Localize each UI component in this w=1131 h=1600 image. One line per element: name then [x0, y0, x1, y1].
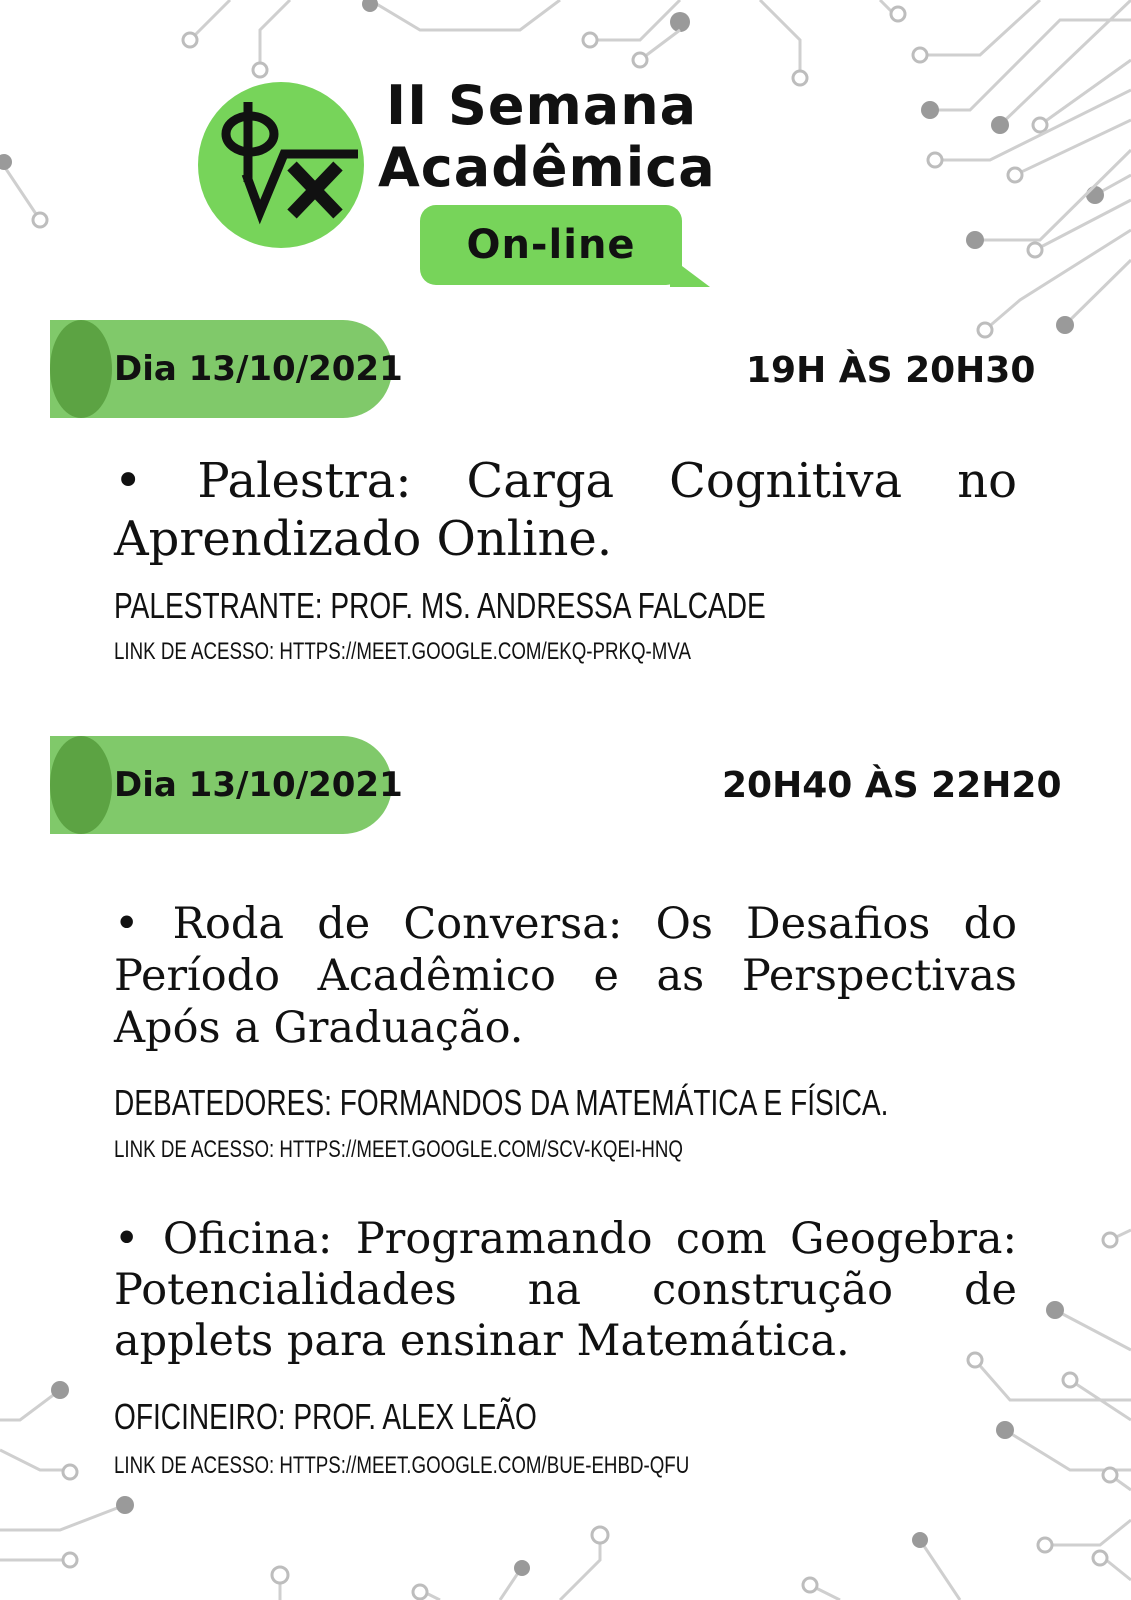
day-pill-2 — [50, 736, 403, 834]
meeting-link[interactable]: LINK DE ACESSO: HTTPS://MEET.GOOGLE.COM/BUE-EHBD-QFU — [114, 1452, 690, 1479]
event-title-line2: Acadêmica — [378, 136, 716, 199]
pill-cap — [50, 320, 112, 418]
speaker-label: PALESTRANTE: PROF. MS. ANDRESSA FALCADE — [114, 585, 766, 626]
session-time-2: 20H40 ÀS 22H20 — [722, 765, 1062, 806]
online-badge-label: On-line — [466, 222, 636, 268]
speech-bubble-tail — [670, 257, 710, 287]
event-title-oficina: • Oficina: Programando com Geogebra: Potencialidades na construção de applets para ensinar Matemática. — [114, 1214, 1017, 1366]
meeting-link[interactable]: LINK DE ACESSO: HTTPS://MEET.GOOGLE.COM/EKQ-PRKQ-MVA — [114, 638, 691, 665]
event-title-line1: II Semana — [386, 74, 698, 137]
session-time-1: 19H ÀS 20H30 — [746, 350, 1036, 391]
speaker-label: OFICINEIRO: PROF. ALEX LEÃO — [114, 1396, 537, 1437]
phi-root-x-logo-icon — [198, 82, 364, 248]
speaker-label: DEBATEDORES: FORMANDOS DA MATEMÁTICA E FÍSICA. — [114, 1082, 889, 1123]
event-title-palestra: • Palestra: Carga Cognitiva no Aprendizado Online. — [114, 453, 1017, 567]
logo-circle — [198, 82, 364, 248]
day-pill-1 — [50, 320, 403, 418]
day-label: Dia 13/10/2021 — [114, 765, 403, 805]
meeting-link[interactable]: LINK DE ACESSO: HTTPS://MEET.GOOGLE.COM/SCV-KQEI-HNQ — [114, 1136, 683, 1163]
day-label: Dia 13/10/2021 — [114, 349, 403, 389]
pill-cap — [50, 736, 112, 834]
event-title-roda-de-conversa: • Roda de Conversa: Os Desafios do Período Acadêmico e as Perspectivas Após a Graduação. — [114, 899, 1017, 1053]
online-badge — [420, 205, 682, 285]
